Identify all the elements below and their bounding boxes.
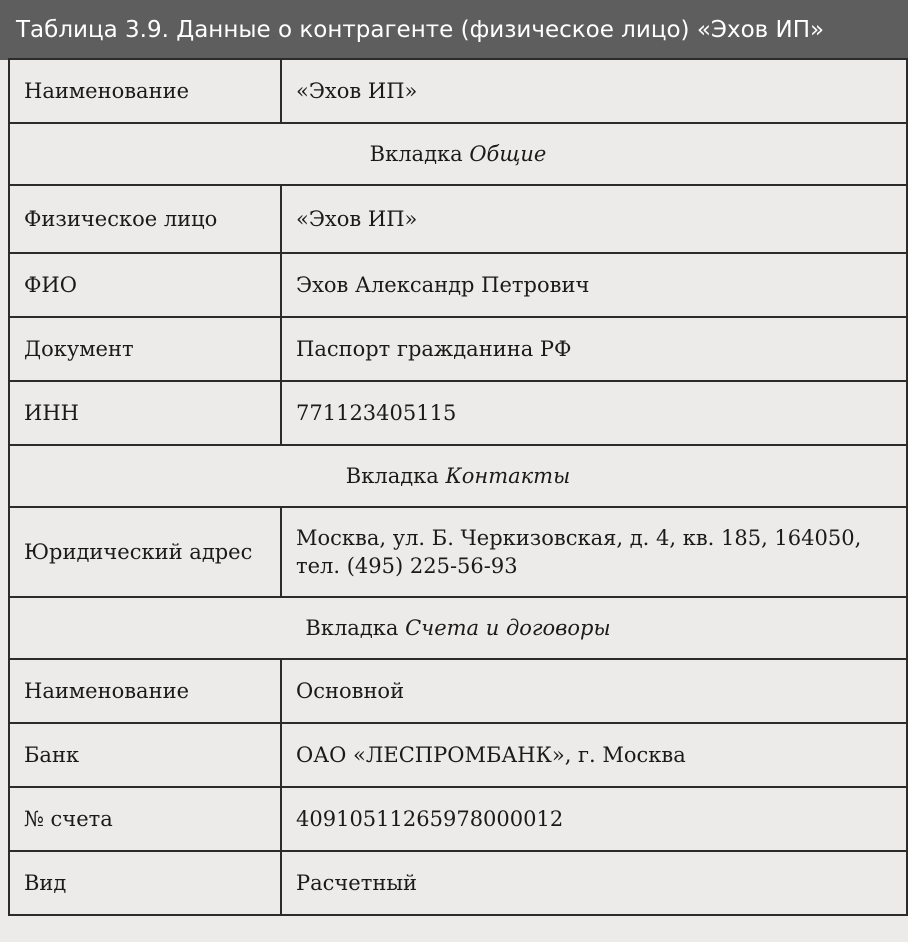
section-row: [9, 597, 907, 659]
section-header: Вкладка Контакты: [9, 445, 907, 507]
table-row: [9, 317, 907, 381]
table-row: [9, 787, 907, 851]
row-label: Вид: [9, 851, 281, 915]
row-value: Паспорт гражданина РФ: [281, 317, 907, 381]
section-name: Контакты: [445, 464, 571, 488]
counterparty-table: [8, 58, 908, 916]
row-label: Наименование: [9, 59, 281, 123]
row-value: Расчетный: [281, 851, 907, 915]
section-header: Вкладка Общие: [9, 123, 907, 185]
table-caption: Таблица 3.9. Данные о контрагенте (физическое лицо) «Эхов ИП»: [0, 0, 908, 60]
row-label: ИНН: [9, 381, 281, 445]
row-value: Основной: [281, 659, 907, 723]
row-value: ОАО «ЛЕСПРОМБАНК», г. Москва: [281, 723, 907, 787]
row-value: «Эхов ИП»: [281, 59, 907, 123]
row-label: Физическое лицо: [9, 185, 281, 253]
row-value: Москва, ул. Б. Черкизовская, д. 4, кв. 185, 164050, тел. (495) 225-56-93: [281, 507, 907, 597]
section-row: [9, 445, 907, 507]
section-header: Вкладка Счета и договоры: [9, 597, 907, 659]
row-value: 40910511265978000012: [281, 787, 907, 851]
row-label: Юридический адрес: [9, 507, 281, 597]
row-value: «Эхов ИП»: [281, 185, 907, 253]
row-value: Эхов Александр Петрович: [281, 253, 907, 317]
table-row: [9, 723, 907, 787]
table-row: [9, 851, 907, 915]
table-row: [9, 253, 907, 317]
table-row: [9, 59, 907, 123]
table-row: [9, 659, 907, 723]
row-label: Банк: [9, 723, 281, 787]
section-name: Общие: [469, 142, 547, 166]
table-row: [9, 381, 907, 445]
row-label: Наименование: [9, 659, 281, 723]
table-row: [9, 185, 907, 253]
row-value: 771123405115: [281, 381, 907, 445]
row-label: Документ: [9, 317, 281, 381]
table-row: [9, 507, 907, 597]
row-label: № счета: [9, 787, 281, 851]
section-row: [9, 123, 907, 185]
row-label: ФИО: [9, 253, 281, 317]
section-name: Счета и договоры: [405, 616, 611, 640]
